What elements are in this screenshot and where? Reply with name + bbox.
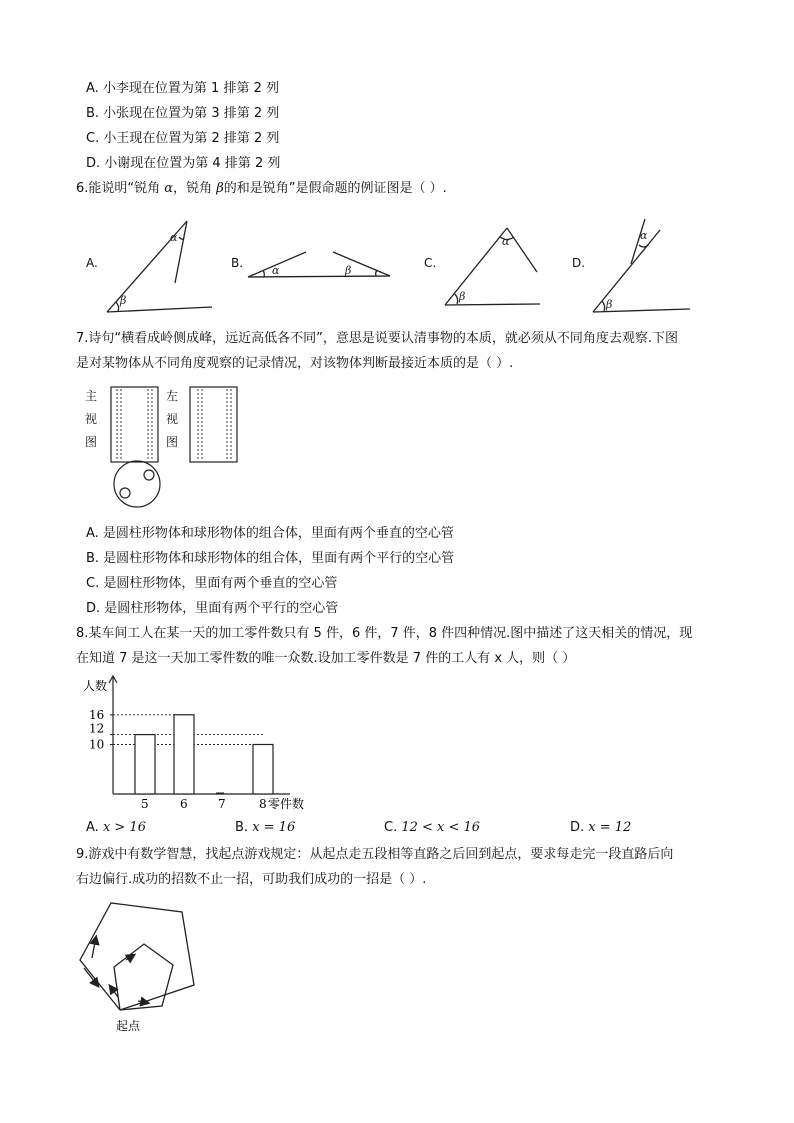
q8-option-a: A. x > 16 <box>86 820 146 835</box>
q6-figure-d-label: D. <box>572 256 586 270</box>
front-view-label-1: 主 <box>85 389 98 403</box>
q9-stem-line1: 9.游戏中有数学智慧，找起点游戏规定：从起点走五段相等直路之后回到起点，要求每走完一段直路后向 <box>76 847 674 862</box>
start-point-label: 起点 <box>116 1019 141 1033</box>
q9-stem-line2: 右边偏行.成功的招数不止一招，可助我们成功的一招是（ ）. <box>76 872 427 887</box>
q8-option-d: D. x = 12 <box>570 820 632 835</box>
q7-option-c: C. 是圆柱形物体，里面有两个垂直的空心管 <box>86 576 338 591</box>
left-view-label-1: 左 <box>166 389 179 403</box>
front-view-label-3: 图 <box>85 435 98 449</box>
x-tick-label: 8 <box>259 797 267 811</box>
q7-stem-line2: 是对某物体从不同角度观察的记录情况，对该物体判断最接近本质的是（ ）. <box>76 356 514 371</box>
x-tick-label: 7 <box>218 797 226 811</box>
fig-a-alpha-label: α <box>170 231 178 244</box>
outer-pentagon-path <box>80 903 194 1010</box>
q8-stem-line2: 在知道 7 是这一天加工零件数的唯一众数.设加工零件数是 7 件的工人有 x 人，则（ ） <box>76 651 576 666</box>
q6-figure-b-label: B. <box>231 256 244 270</box>
fig-c-beta-label: β <box>459 290 466 303</box>
x-tick-label: 5 <box>141 797 149 811</box>
q5-option-b: B. 小张现在位置为第 3 排第 2 列 <box>86 106 280 121</box>
y-axis-label: 人数 <box>83 679 108 693</box>
fig-a-beta-label: β <box>120 294 127 307</box>
fig-d-beta-label: β <box>606 298 613 311</box>
q5-option-d: D. 小谢现在位置为第 4 排第 2 列 <box>86 156 281 171</box>
q6-figure-a-label: A. <box>86 256 98 270</box>
left-view-label-2: 视 <box>166 412 179 426</box>
fig-d-alpha-label: α <box>640 229 648 242</box>
x-axis-label: 零件数 <box>268 797 305 811</box>
fig-b-beta-label: β <box>345 264 352 277</box>
y-tick-label: 16 <box>89 707 105 722</box>
outer-arrow-2 <box>84 968 98 986</box>
q7-option-b: B. 是圆柱形物体和球形物体的组合体，里面有两个平行的空心管 <box>86 551 455 566</box>
q8-option-c: C. 12 < x < 16 <box>384 820 481 835</box>
outer-arrow-1 <box>92 937 96 958</box>
fig-c-alpha-label: α <box>502 235 510 248</box>
q6-figure-c-label: C. <box>424 256 437 270</box>
q5-option-a: A. 小李现在位置为第 1 排第 2 列 <box>86 81 280 96</box>
q6-stem: 6.能说明“锐角 α，锐角 β的和是锐角”是假命题的例证图是（ ）. <box>76 181 447 196</box>
front-view-label-2: 视 <box>85 412 98 426</box>
left-view-label-3: 图 <box>166 435 179 449</box>
x-tick-label: 6 <box>180 797 188 811</box>
fig-b-alpha-label: α <box>272 264 280 277</box>
q8-stem-line1: 8.某车间工人在某一天的加工零件数只有 5 件，6 件，7 件，8 件四种情况.图中描述了这天相关的情况，现 <box>76 626 693 641</box>
y-tick-label: 10 <box>89 737 105 752</box>
y-tick-label: 12 <box>89 721 105 736</box>
q7-option-a: A. 是圆柱形物体和球形物体的组合体，里面有两个垂直的空心管 <box>86 526 454 541</box>
q5-option-c: C. 小王现在位置为第 2 排第 2 列 <box>86 131 280 146</box>
q7-option-d: D. 是圆柱形物体，里面有两个平行的空心管 <box>86 601 339 616</box>
q8-option-b: B. x = 16 <box>235 820 296 835</box>
q7-stem-line1: 7.诗句“横看成岭侧成峰，远近高低各不同”，意思是说要认清事物的本质，就必须从不同角度去观察.下图 <box>76 331 679 346</box>
inner-pentagon-path <box>114 944 173 1010</box>
